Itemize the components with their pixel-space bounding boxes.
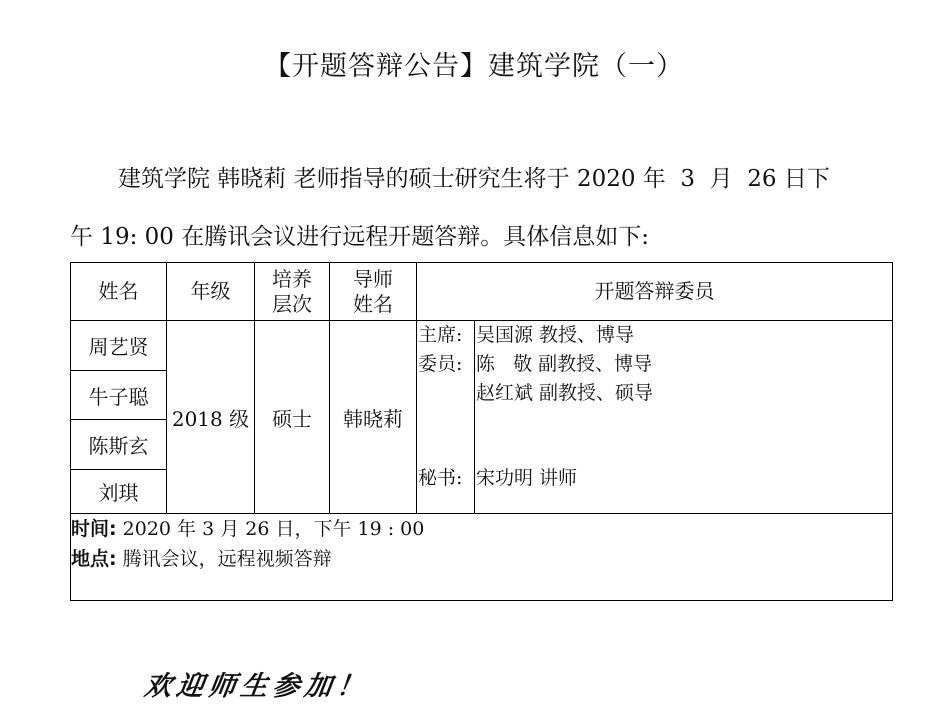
level-cell: 硕士 [255,321,330,514]
table-header-row [71,263,893,321]
time-line [71,514,892,544]
committee-members-cell [475,321,893,514]
role-secretary: 秘书: [418,467,463,489]
time-value: 2020 年 3 月 26 日，下午 19 : 00 [116,518,425,540]
member-name-2: 赵红斌 副教授、硕导 [476,382,654,404]
header-committee: 开题答辩委员 [417,263,893,321]
chair-name: 吴国源 教授、博导 [476,324,635,346]
time-place-cell [71,514,893,601]
welcome-message: 欢迎师生参加！ [142,671,371,702]
student-name: 牛子聪 [71,371,167,420]
defense-info-table [70,262,893,601]
student-name: 刘琪 [71,470,167,514]
advisor-cell: 韩晓莉 [330,321,417,514]
header-advisor: 导师 姓名 [330,263,417,321]
secretary-name: 宋功明 讲师 [476,467,578,489]
header-name: 姓名 [71,263,167,321]
table-row [71,321,893,371]
grade-cell: 2018 级 [167,321,255,514]
place-label: 地点: [71,548,117,570]
intro-paragraph-line-2: 午 19: 00 在腾讯会议进行远程开题答辩。具体信息如下: [70,224,649,250]
role-chair: 主席: [418,324,463,346]
time-label: 时间: [71,518,117,540]
student-name: 周艺贤 [71,321,167,371]
notice-title: 【开题答辩公告】建筑学院（一） [264,51,684,82]
place-line [71,544,892,574]
role-member: 委员: [418,353,463,375]
table-footer-row [71,514,893,601]
student-name: 陈斯玄 [71,420,167,470]
place-value: 腾讯会议，远程视频答辩 [116,548,332,570]
committee-roles-cell [417,321,475,514]
header-level: 培养 层次 [255,263,330,321]
header-grade: 年级 [167,263,255,321]
member-name-1: 陈 敬 副教授、博导 [476,353,653,375]
intro-paragraph-line-1: 建筑学院 韩晓莉 老师指导的硕士研究生将于 2020 年 3 月 26 日下 [118,166,830,192]
